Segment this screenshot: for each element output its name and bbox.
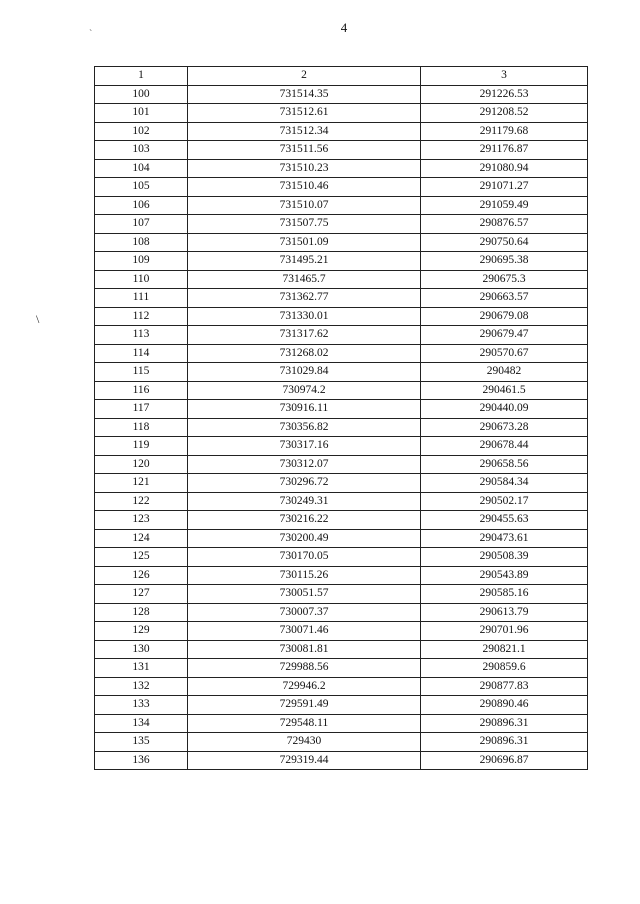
table-row [95,289,588,308]
cell-point-number: 110 [95,270,188,289]
cell-y-coordinate: 290896.31 [421,733,588,752]
cell-x-coordinate: 731501.09 [188,233,421,252]
cell-x-coordinate: 729319.44 [188,751,421,770]
cell-y-coordinate: 290570.67 [421,344,588,363]
table-row [95,659,588,678]
cell-x-coordinate: 731510.23 [188,159,421,178]
cell-point-number: 111 [95,289,188,308]
cell-y-coordinate: 290658.56 [421,455,588,474]
cell-y-coordinate: 290584.34 [421,474,588,493]
cell-x-coordinate: 730356.82 [188,418,421,437]
cell-point-number: 117 [95,400,188,419]
cell-y-coordinate: 290679.08 [421,307,588,326]
table-row [95,178,588,197]
table-row [95,344,588,363]
cell-x-coordinate: 731495.21 [188,252,421,271]
cell-x-coordinate: 731507.75 [188,215,421,234]
cell-x-coordinate: 731029.84 [188,363,421,382]
cell-y-coordinate: 290508.39 [421,548,588,567]
cell-y-coordinate: 290455.63 [421,511,588,530]
cell-y-coordinate: 290482 [421,363,588,382]
cell-point-number: 133 [95,696,188,715]
cell-point-number: 119 [95,437,188,456]
cell-y-coordinate: 290440.09 [421,400,588,419]
cell-point-number: 105 [95,178,188,197]
cell-y-coordinate: 290890.46 [421,696,588,715]
cell-y-coordinate: 291179.68 [421,122,588,141]
cell-x-coordinate: 730007.37 [188,603,421,622]
table-row [95,307,588,326]
cell-x-coordinate: 730071.46 [188,622,421,641]
cell-x-coordinate: 729548.11 [188,714,421,733]
cell-point-number: 136 [95,751,188,770]
table-row [95,270,588,289]
table-header-row [95,67,588,86]
table-row [95,529,588,548]
cell-x-coordinate: 730115.26 [188,566,421,585]
cell-x-coordinate: 730317.16 [188,437,421,456]
cell-x-coordinate: 730916.11 [188,400,421,419]
cell-point-number: 101 [95,104,188,123]
table-row [95,252,588,271]
cell-y-coordinate: 290502.17 [421,492,588,511]
cell-point-number: 124 [95,529,188,548]
table-row [95,640,588,659]
table-row [95,437,588,456]
cell-x-coordinate: 729988.56 [188,659,421,678]
table-row [95,141,588,160]
scan-speck-mark: \ [36,312,40,326]
cell-y-coordinate: 290543.89 [421,566,588,585]
cell-point-number: 113 [95,326,188,345]
cell-y-coordinate: 291071.27 [421,178,588,197]
cell-point-number: 128 [95,603,188,622]
cell-point-number: 114 [95,344,188,363]
cell-point-number: 130 [95,640,188,659]
cell-y-coordinate: 290876.57 [421,215,588,234]
cell-y-coordinate: 291176.87 [421,141,588,160]
cell-x-coordinate: 730974.2 [188,381,421,400]
cell-x-coordinate: 731317.62 [188,326,421,345]
cell-point-number: 121 [95,474,188,493]
cell-point-number: 106 [95,196,188,215]
table-row [95,418,588,437]
table-row [95,400,588,419]
table-row [95,511,588,530]
cell-y-coordinate: 291080.94 [421,159,588,178]
cell-point-number: 132 [95,677,188,696]
table-row [95,122,588,141]
cell-point-number: 126 [95,566,188,585]
cell-point-number: 134 [95,714,188,733]
cell-y-coordinate: 290896.31 [421,714,588,733]
table-row [95,548,588,567]
cell-x-coordinate: 731362.77 [188,289,421,308]
cell-y-coordinate: 291208.52 [421,104,588,123]
cell-x-coordinate: 730051.57 [188,585,421,604]
cell-x-coordinate: 730081.81 [188,640,421,659]
table-row [95,492,588,511]
cell-y-coordinate: 290675.3 [421,270,588,289]
table-row [95,381,588,400]
cell-y-coordinate: 290696.87 [421,751,588,770]
table-row [95,622,588,641]
cell-point-number: 131 [95,659,188,678]
table-row [95,455,588,474]
cell-point-number: 109 [95,252,188,271]
cell-x-coordinate: 731465.7 [188,270,421,289]
cell-x-coordinate: 731510.46 [188,178,421,197]
cell-y-coordinate: 290701.96 [421,622,588,641]
cell-y-coordinate: 290585.16 [421,585,588,604]
cell-x-coordinate: 731330.01 [188,307,421,326]
cell-x-coordinate: 729591.49 [188,696,421,715]
table-row [95,159,588,178]
cell-point-number: 118 [95,418,188,437]
column-header-point-number: 1 [95,67,188,86]
cell-point-number: 129 [95,622,188,641]
cell-x-coordinate: 730216.22 [188,511,421,530]
column-header-x-coordinate: 2 [188,67,421,86]
cell-x-coordinate: 729430 [188,733,421,752]
page-number: 4 [340,20,348,35]
cell-x-coordinate: 731514.35 [188,85,421,104]
cell-x-coordinate: 729946.2 [188,677,421,696]
table-row [95,85,588,104]
cell-point-number: 135 [95,733,188,752]
cell-x-coordinate: 731512.61 [188,104,421,123]
cell-y-coordinate: 290613.79 [421,603,588,622]
cell-point-number: 107 [95,215,188,234]
cell-point-number: 102 [95,122,188,141]
cell-x-coordinate: 730249.31 [188,492,421,511]
cell-point-number: 122 [95,492,188,511]
table-row [95,696,588,715]
table-row [95,215,588,234]
table-row [95,104,588,123]
cell-point-number: 127 [95,585,188,604]
cell-x-coordinate: 730312.07 [188,455,421,474]
cell-x-coordinate: 730200.49 [188,529,421,548]
cell-x-coordinate: 731268.02 [188,344,421,363]
cell-point-number: 125 [95,548,188,567]
cell-y-coordinate: 290473.61 [421,529,588,548]
cell-y-coordinate: 290673.28 [421,418,588,437]
cell-y-coordinate: 290461.5 [421,381,588,400]
table-row [95,714,588,733]
cell-y-coordinate: 290750.64 [421,233,588,252]
cell-y-coordinate: 290678.44 [421,437,588,456]
cell-point-number: 108 [95,233,188,252]
scan-speck-mark: ` [89,29,93,40]
table-row [95,566,588,585]
cell-x-coordinate: 730296.72 [188,474,421,493]
coordinates-table [94,66,588,770]
cell-x-coordinate: 731511.56 [188,141,421,160]
cell-point-number: 116 [95,381,188,400]
cell-point-number: 100 [95,85,188,104]
column-header-y-coordinate: 3 [421,67,588,86]
cell-y-coordinate: 290859.6 [421,659,588,678]
cell-point-number: 120 [95,455,188,474]
table-row [95,733,588,752]
cell-y-coordinate: 290679.47 [421,326,588,345]
cell-y-coordinate: 290695.38 [421,252,588,271]
table-row [95,326,588,345]
cell-x-coordinate: 731512.34 [188,122,421,141]
table-row [95,603,588,622]
cell-y-coordinate: 290821.1 [421,640,588,659]
cell-point-number: 103 [95,141,188,160]
cell-point-number: 112 [95,307,188,326]
cell-x-coordinate: 730170.05 [188,548,421,567]
table-row [95,196,588,215]
cell-y-coordinate: 291226.53 [421,85,588,104]
cell-x-coordinate: 731510.07 [188,196,421,215]
table-row [95,585,588,604]
table-row [95,474,588,493]
table-row [95,363,588,382]
cell-point-number: 123 [95,511,188,530]
table-row [95,233,588,252]
cell-point-number: 104 [95,159,188,178]
table-row [95,751,588,770]
table-row [95,677,588,696]
cell-point-number: 115 [95,363,188,382]
cell-y-coordinate: 290663.57 [421,289,588,308]
table-body [95,85,588,770]
cell-y-coordinate: 290877.83 [421,677,588,696]
cell-y-coordinate: 291059.49 [421,196,588,215]
